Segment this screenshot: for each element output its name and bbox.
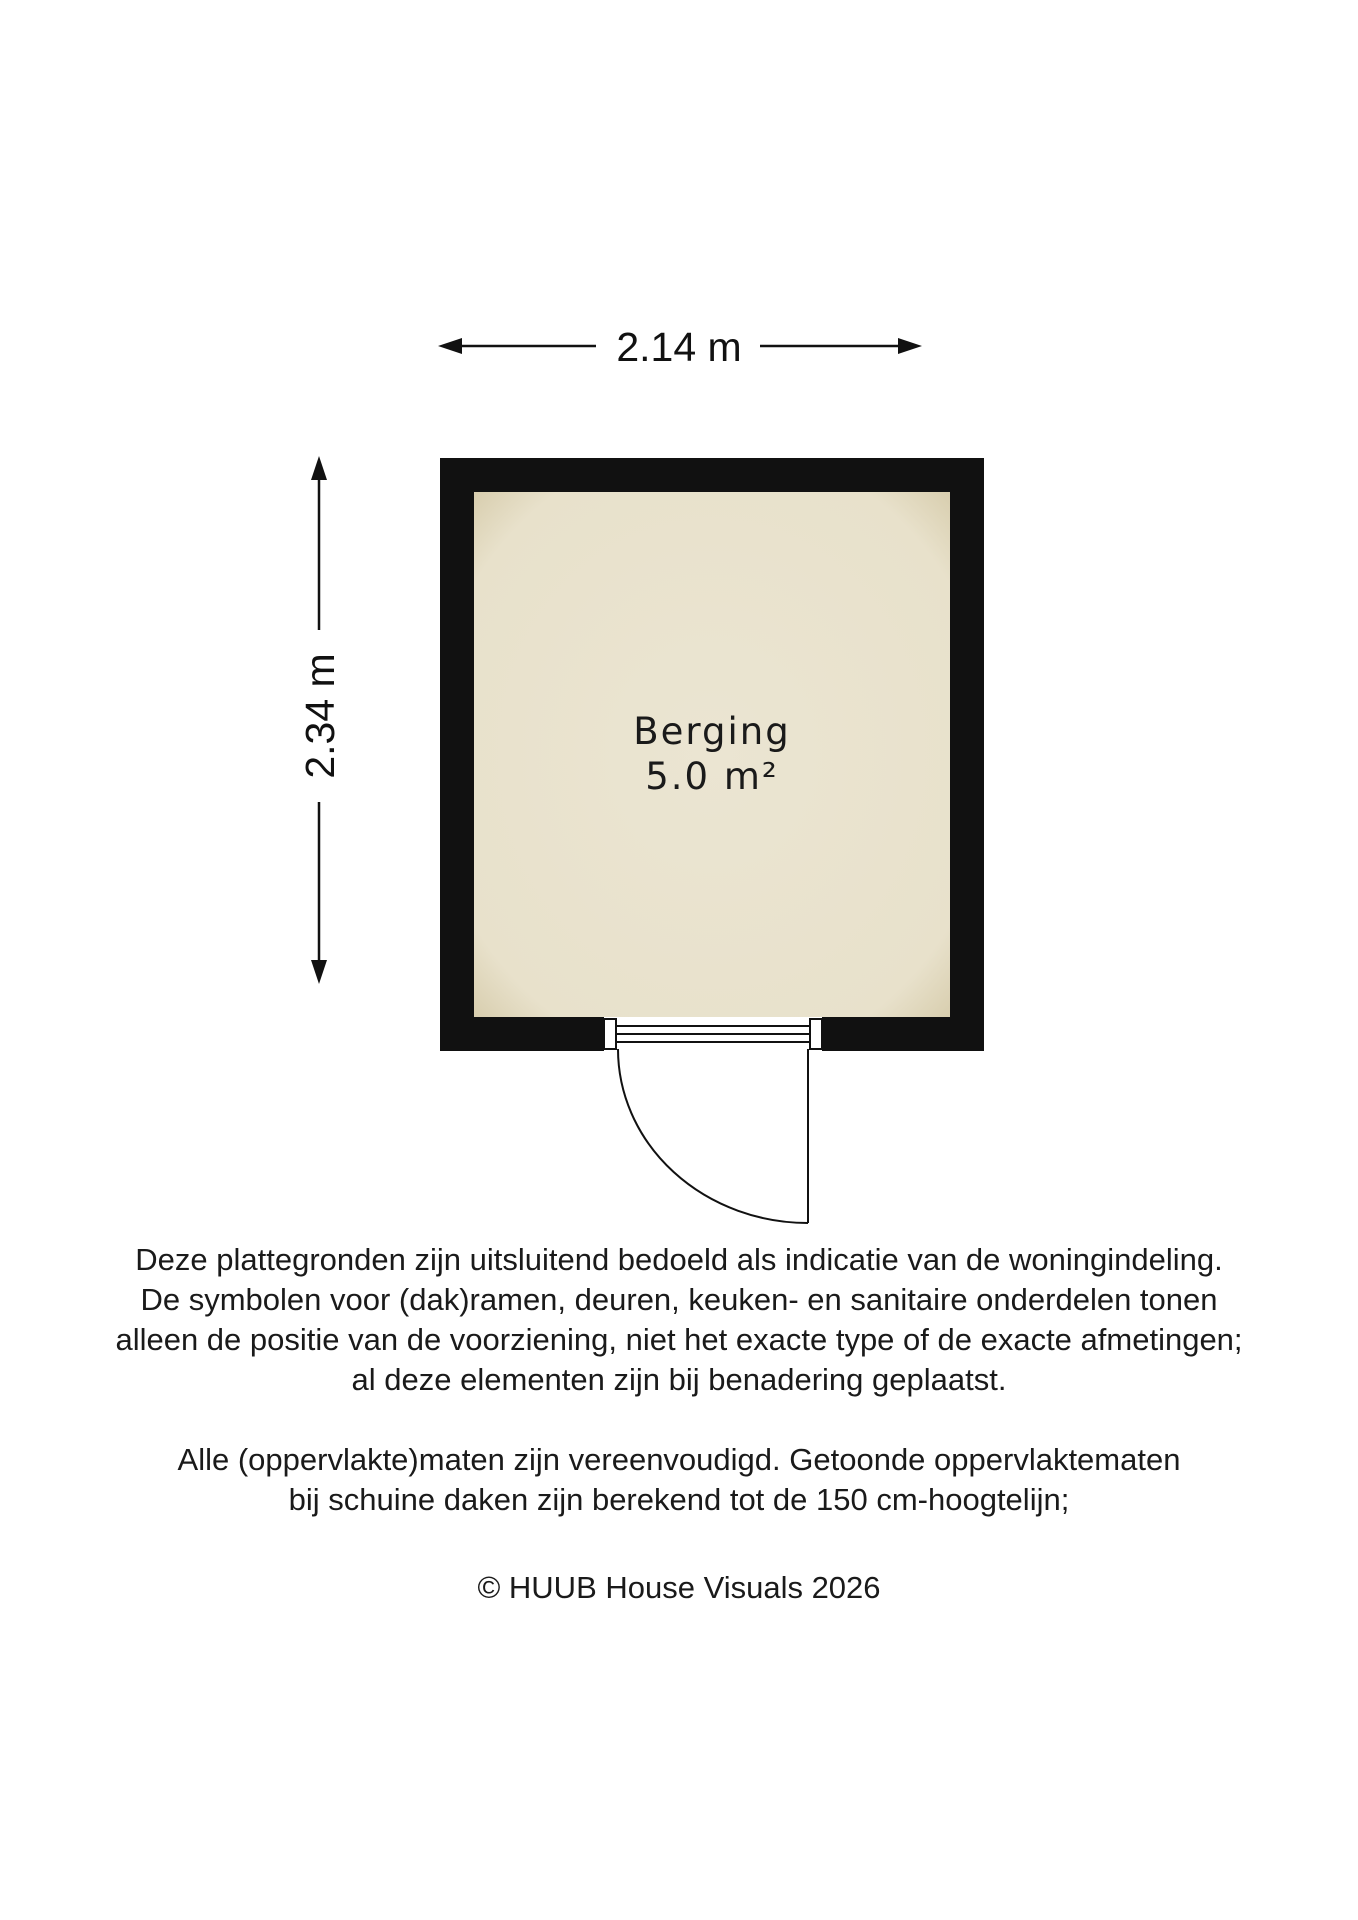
disclaimer-line: De symbolen voor (dak)ramen, deuren, keuken- en sanitaire onderdelen tonen xyxy=(140,1282,1218,1317)
arrow-up-icon xyxy=(311,456,327,480)
door-swing-icon xyxy=(618,1049,808,1223)
disclaimer-line: bij schuine daken zijn berekend tot de 150 cm-hoogtelijn; xyxy=(288,1482,1070,1517)
width-dimension xyxy=(438,324,922,370)
room-area: 5.0 m² xyxy=(645,755,779,798)
disclaimer-line: Deze plattegronden zijn uitsluitend bedoeld als indicatie van de woningindeling. xyxy=(135,1242,1223,1277)
disclaimer-paragraph-1 xyxy=(0,1240,1358,1400)
disclaimer-line: al deze elementen zijn bij benadering geplaatst. xyxy=(351,1362,1007,1397)
room-name: Berging xyxy=(633,710,791,753)
copyright: © HUUB House Visuals 2026 xyxy=(477,1570,881,1605)
height-label: 2.34 m xyxy=(297,653,343,779)
room-berging xyxy=(440,458,984,1223)
arrow-right-icon xyxy=(898,338,922,354)
arrow-down-icon xyxy=(311,960,327,984)
disclaimer-line: alleen de positie van de voorziening, niet het exacte type of de exacte afmetingen; xyxy=(115,1322,1243,1357)
width-label: 2.14 m xyxy=(616,324,742,370)
arrow-left-icon xyxy=(438,338,462,354)
disclaimer xyxy=(0,1240,1358,1560)
disclaimer-paragraph-2 xyxy=(0,1440,1358,1520)
height-dimension xyxy=(297,456,343,984)
disclaimer-line: Alle (oppervlakte)maten zijn vereenvoudigd. Getoonde oppervlaktematen xyxy=(177,1442,1181,1477)
